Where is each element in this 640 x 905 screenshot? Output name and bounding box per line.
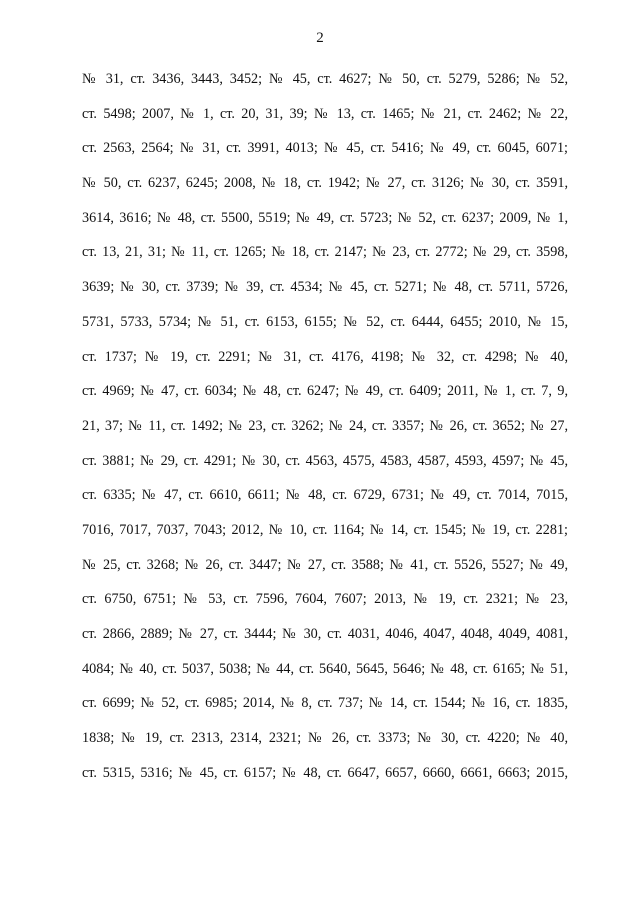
text-line: ст. 4969; № 47, ст. 6034; № 48, ст. 6247; № 49, ст. 6409; 2011, № 1, ст. 7, 9,	[82, 383, 568, 400]
text-line: ст. 6750, 6751; № 53, ст. 7596, 7604, 7607; 2013, № 19, ст. 2321; № 23,	[82, 591, 568, 608]
text-line: ст. 13, 21, 31; № 11, ст. 1265; № 18, ст. 2147; № 23, ст. 2772; № 29, ст. 3598,	[82, 244, 568, 261]
text-line: 5731, 5733, 5734; № 51, ст. 6153, 6155; № 52, ст. 6444, 6455; 2010, № 15,	[82, 313, 568, 330]
text-line: 1838; № 19, ст. 2313, 2314, 2321; № 26, ст. 3373; № 30, ст. 4220; № 40,	[82, 730, 568, 747]
text-line: ст. 6335; № 47, ст. 6610, 6611; № 48, ст. 6729, 6731; № 49, ст. 7014, 7015,	[82, 487, 568, 504]
text-line: ст. 1737; № 19, ст. 2291; № 31, ст. 4176, 4198; № 32, ст. 4298; № 40,	[82, 348, 568, 365]
text-line: 7016, 7017, 7037, 7043; 2012, № 10, ст. 1164; № 14, ст. 1545; № 19, ст. 2281;	[82, 521, 568, 538]
text-line: ст. 2563, 2564; № 31, ст. 3991, 4013; № 45, ст. 5416; № 49, ст. 6045, 6071;	[82, 140, 568, 157]
text-line: 3639; № 30, ст. 3739; № 39, ст. 4534; № 45, ст. 5271; № 48, ст. 5711, 5726,	[82, 279, 568, 296]
text-line: 4084; № 40, ст. 5037, 5038; № 44, ст. 5640, 5645, 5646; № 48, ст. 6165; № 51,	[82, 660, 568, 677]
text-line: № 50, ст. 6237, 6245; 2008, № 18, ст. 1942; № 27, ст. 3126; № 30, ст. 3591,	[82, 175, 568, 192]
page-number: 2	[316, 30, 324, 46]
text-line: ст. 2866, 2889; № 27, ст. 3444; № 30, ст. 4031, 4046, 4047, 4048, 4049, 4081,	[82, 626, 568, 642]
text-line: 3614, 3616; № 48, ст. 5500, 5519; № 49, ст. 5723; № 52, ст. 6237; 2009, № 1,	[82, 209, 568, 226]
text-line: ст. 5315, 5316; № 45, ст. 6157; № 48, ст. 6647, 6657, 6660, 6661, 6663; 2015,	[82, 764, 568, 781]
text-line: № 31, ст. 3436, 3443, 3452; № 45, ст. 4627; № 50, ст. 5279, 5286; № 52,	[82, 71, 568, 87]
text-line: ст. 6699; № 52, ст. 6985; 2014, № 8, ст. 737; № 14, ст. 1544; № 16, ст. 1835,	[82, 695, 568, 712]
text-line: ст. 3881; № 29, ст. 4291; № 30, ст. 4563, 4575, 4583, 4587, 4593, 4597; № 45,	[82, 452, 568, 469]
body-text	[82, 62, 568, 790]
text-line: № 25, ст. 3268; № 26, ст. 3447; № 27, ст. 3588; № 41, ст. 5526, 5527; № 49,	[82, 556, 568, 573]
text-line: ст. 5498; 2007, № 1, ст. 20, 31, 39; № 13, ст. 1465; № 21, ст. 2462; № 22,	[82, 105, 568, 122]
text-line: 21, 37; № 11, ст. 1492; № 23, ст. 3262; № 24, ст. 3357; № 26, ст. 3652; № 27,	[82, 417, 568, 434]
